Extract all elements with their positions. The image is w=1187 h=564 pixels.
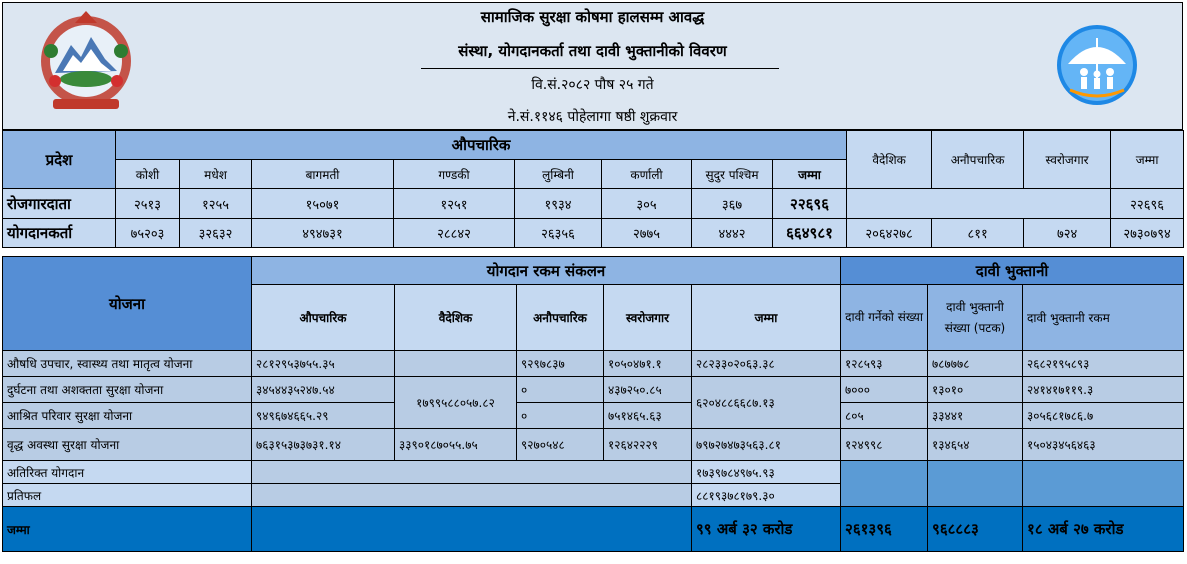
scheme-name: दुर्घटना तथा अशक्तता सुरक्षा योजना (3, 377, 252, 403)
province-total: जम्मा (773, 160, 847, 189)
col-formal: औपचारिक (252, 285, 395, 351)
contributor-value: ४४४२ (692, 219, 773, 248)
table-row (3, 507, 1184, 552)
grand-total-claimers: २६१३९६ (841, 507, 928, 552)
contributor-self-employed: ७२४ (1024, 219, 1111, 248)
schemes-table (2, 256, 1184, 552)
claim-header: दावी भुक्तानी (841, 257, 1184, 285)
scheme-total-merged: ६२०४८८६६८७.१३ (692, 377, 841, 429)
subtitle-underline (421, 68, 779, 69)
scheme-name: औषधि उपचार, स्वास्थ्य तथा मातृत्व योजना (3, 351, 252, 377)
province-sudurpashchim: सुदुर पश्चिम (692, 160, 773, 189)
grand-total-label: जम्मा (3, 507, 252, 552)
scheme-self-employed: १०५०४७१.१ (604, 351, 692, 377)
col-claims-paid: दावी भुक्तानी संख्या (पटक) (928, 285, 1023, 351)
contributor-grand-total: २७३०७९४ (1111, 219, 1184, 248)
scheme-claim-amount: १५०४३४५६४६३ (1023, 429, 1184, 461)
scheme-formal: ७६३१५३७३७३१.१४ (252, 429, 395, 461)
scheme-formal: ३४५४४३५२४७.५४ (252, 377, 395, 403)
employer-value: ३६७ (692, 189, 773, 219)
collection-header: योगदान रकम संकलन (252, 257, 841, 285)
scheme-self-employed: १२६४२२२९ (604, 429, 692, 461)
formal-header: औपचारिक (116, 131, 847, 160)
scheme-foreign-empty (395, 351, 517, 377)
table-row (3, 189, 1184, 219)
col-total: जम्मा (692, 285, 841, 351)
employer-value: ३०५ (602, 189, 692, 219)
extra-label: अतिरिक्त योगदान (3, 461, 252, 484)
col-claim-amount: दावी भुक्तानी रकम (1023, 285, 1184, 351)
province-gandaki: गण्डकी (394, 160, 515, 189)
scheme-header: योजना (3, 257, 252, 351)
scheme-informal: ९२७०५४८ (517, 429, 604, 461)
contributor-value: २७७५ (602, 219, 692, 248)
contributor-informal: ८११ (932, 219, 1024, 248)
col-informal: अनौपचारिक (517, 285, 604, 351)
claim-empty (928, 461, 1023, 507)
extra-empty (252, 461, 692, 484)
scheme-foreign: ३३९०१८७०५५.७५ (395, 429, 517, 461)
scheme-total: ७९७२७४७३५६३.८१ (692, 429, 841, 461)
col-claimers: दावी गर्नेको संख्या (841, 285, 928, 351)
employer-grand-total: २२६९६ (1111, 189, 1184, 219)
contributor-label: योगदानकर्ता (3, 219, 116, 248)
employer-value: १२५१ (394, 189, 515, 219)
contributor-value: २८८४२ (394, 219, 515, 248)
return-label: प्रतिफल (3, 484, 252, 507)
province-bagmati: बागमती (252, 160, 394, 189)
employer-value: २५१३ (116, 189, 180, 219)
employer-value: १२५५ (180, 189, 252, 219)
table-row (3, 219, 1184, 248)
total-header: जम्मा (1111, 131, 1184, 189)
scheme-name: आश्रित परिवार सुरक्षा योजना (3, 403, 252, 429)
report-title: सामाजिक सुरक्षा कोषमा हालसम्म आवद्ध (480, 8, 705, 26)
col-foreign: वैदेशिक (395, 285, 517, 351)
contributor-value: २६३५६ (515, 219, 602, 248)
scheme-informal: ० (517, 403, 604, 429)
scheme-claimers: १२८५९३ (841, 351, 928, 377)
return-total: ८८१९३७८१७९.३० (692, 484, 841, 507)
claim-empty (841, 461, 928, 507)
employer-value: १५०७१ (252, 189, 394, 219)
scheme-claim-amount: ३०५६८१७८६.७ (1023, 403, 1184, 429)
report-header (2, 2, 1183, 130)
table-row (3, 429, 1184, 461)
province-lumbini: लुम्बिनी (515, 160, 602, 189)
province-madhesh: मधेश (180, 160, 252, 189)
scheme-total: २८२३३०२०६३.३८ (692, 351, 841, 377)
contributor-value: ७५२०३ (116, 219, 180, 248)
date-bs: वि.सं.२०८२ पौष २५ गते (531, 77, 654, 93)
date-ns: ने.सं.११४६ पोहेलागा षष्ठी शुक्रवार (507, 109, 678, 125)
contributor-value: ३२६३२ (180, 219, 252, 248)
scheme-foreign-merged: १७९९५८८०५७.८२ (395, 377, 517, 429)
ssf-logo-icon (1056, 24, 1138, 106)
foreign-header: वैदेशिक (847, 131, 932, 189)
table-row (3, 351, 1184, 377)
scheme-claims-paid: ७८७७७८ (928, 351, 1023, 377)
contributor-formal-total: ६६४९८१ (773, 219, 847, 248)
self-employed-header: स्वरोजगार (1024, 131, 1111, 189)
scheme-self-employed: ७५१४६५.६३ (604, 403, 692, 429)
scheme-informal: ० (517, 377, 604, 403)
registration-table (2, 130, 1184, 248)
scheme-claims-paid: १३०१० (928, 377, 1023, 403)
employer-formal-total: २२६९६ (773, 189, 847, 219)
scheme-claim-amount: २४१४१७११९.३ (1023, 377, 1184, 403)
scheme-claimers: ८०५ (841, 403, 928, 429)
employer-value: १९३४ (515, 189, 602, 219)
scheme-claimers: ७००० (841, 377, 928, 403)
extra-total: १७३९७८४९७५.९३ (692, 461, 841, 484)
grand-total-collection: ९९ अर्ब ३२ करोड (692, 507, 841, 552)
return-empty (252, 484, 692, 507)
employer-label: रोजगारदाता (3, 189, 116, 219)
scheme-claims-paid: १३४६५४ (928, 429, 1023, 461)
scheme-claims-paid: ३३४४१ (928, 403, 1023, 429)
contributor-foreign: २०६४२७८ (847, 219, 932, 248)
province-header: प्रदेश (3, 131, 116, 189)
table-row (3, 377, 1184, 403)
grand-total-claim-amount: १८ अर्ब २७ करोड (1023, 507, 1184, 552)
scheme-claimers: १२४९९८ (841, 429, 928, 461)
contributor-value: ४९४७३१ (252, 219, 394, 248)
report-subtitle: संस्था, योगदानकर्ता तथा दावी भुक्तानीको विवरण (458, 42, 727, 60)
scheme-formal: ९४९६७४६६५.२९ (252, 403, 395, 429)
scheme-informal: ९२९७८३७ (517, 351, 604, 377)
province-karnali: कर्णाली (602, 160, 692, 189)
col-self-employed: स्वरोजगार (604, 285, 692, 351)
table-row (3, 403, 1184, 429)
table-row (3, 461, 1184, 484)
claim-empty (1023, 461, 1184, 507)
scheme-formal: २८१२९५३७५५.३५ (252, 351, 395, 377)
grand-total-claims-paid: ९६८८८३ (928, 507, 1023, 552)
informal-header: अनौपचारिक (932, 131, 1024, 189)
scheme-self-employed: ४३७२५०.८५ (604, 377, 692, 403)
grand-total-empty (252, 507, 692, 552)
scheme-name: वृद्ध अवस्था सुरक्षा योजना (3, 429, 252, 461)
province-koshi: कोशी (116, 160, 180, 189)
employer-empty (847, 189, 1111, 219)
scheme-claim-amount: २६८२१९५८९३ (1023, 351, 1184, 377)
